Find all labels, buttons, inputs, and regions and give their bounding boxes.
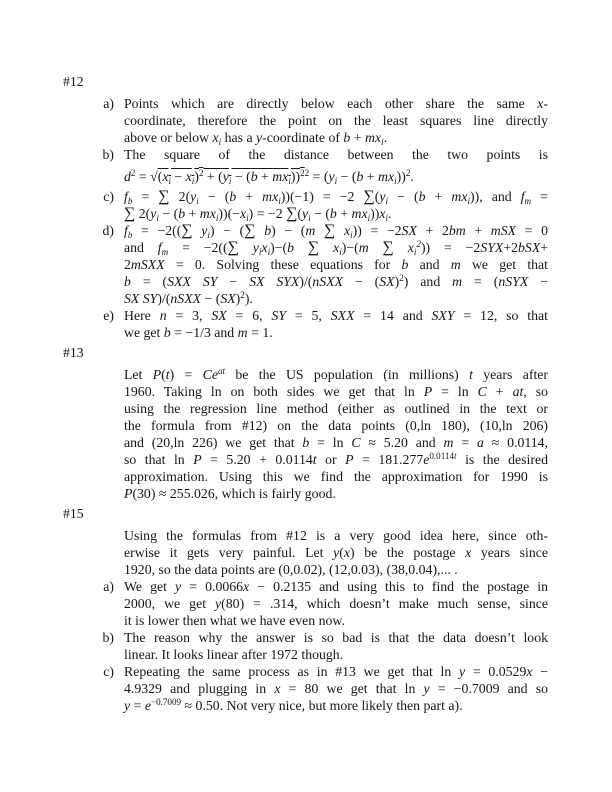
text-line: 4.9329 and plugging in x = 80 we get that ln y = −0.7009 and so: [124, 681, 548, 696]
text-line: approximation. Using this we find the approximation for 1990 is: [124, 469, 548, 484]
solution-item: [63, 629, 548, 663]
solution-item: [63, 307, 548, 341]
text-line: erwise it gets very painful. Let y(x) be the postage x years since: [124, 545, 548, 560]
text-line: ∑ $2(y_i - (b + mx_i))(-x_i) = -2$ $\sum(y_i - (b + mx_i))x_i$.: [124, 205, 392, 223]
text-line: coordinate, therefore the point on the least squares line directly: [124, 113, 548, 128]
text-line: so that ln P = 5.20 + 0.0114t or $P = 181.277e^{0.0114t}$ is the desired: [124, 451, 548, 467]
summation-sign: ∑: [307, 239, 320, 256]
item-body: [124, 188, 548, 222]
sqrt-radical-sign: √: [150, 169, 158, 184]
item-body: [124, 527, 548, 578]
item-label: a): [103, 579, 114, 594]
solution-item: [63, 663, 548, 714]
text-line: 1920, so the data points are (0,0.02), (12,0.03), (38,0.04),... .: [124, 562, 458, 577]
item-label: b): [102, 630, 114, 645]
text-line: $d^2 = √(x_i - x_i)^2 + (y_i - (b + mx_i))^{22} = (y_i - (b + mx_i))^2$.: [124, 168, 414, 186]
text-line: and (20,ln 226) we get that b = ln C ≈ 5.20 and m = a ≈ 0.0114,: [124, 435, 548, 450]
text-line: linear. It looks linear after 1972 though.: [124, 647, 344, 662]
summation-sign: ∑: [124, 205, 136, 222]
item-label: [63, 527, 114, 578]
solution-item: [63, 578, 548, 629]
summation-sign: ∑: [158, 188, 170, 205]
text-line: above or below $x_i$ has a y-coordinate of $b + mx_i$.: [124, 130, 388, 147]
item-body: [124, 307, 548, 341]
item-body: [124, 95, 548, 146]
text-line: Repeating the same process as in #13 we get that ln y = 0.0529x −: [124, 664, 548, 679]
text-line: Using the formulas from #12 is a very good idea here, since oth-: [124, 528, 548, 543]
summation-sign: ∑: [323, 222, 336, 239]
text-line: 2mSXX = 0. Solving these equations for b and m we get that: [124, 257, 549, 272]
item-label: b): [102, 147, 114, 162]
summation-sign: ∑: [382, 239, 394, 256]
section-number: #13: [63, 345, 84, 360]
summation-sign: ∑: [244, 222, 256, 239]
solution-item: [63, 188, 548, 222]
item-label: c): [103, 189, 114, 204]
solution-item: [63, 222, 548, 307]
text-line: the formula from #12) on the data points (0,ln 180), (10,ln 206): [124, 418, 548, 433]
solution-item: [63, 146, 548, 188]
item-body: [124, 146, 548, 188]
text-line: it is lower then what we have even now.: [124, 613, 345, 628]
text-line: Points which are directly below each other share the same x-: [124, 96, 548, 111]
text-line: and $f_m = -2((\sum$ $y_ix_i)-(b$ ∑ $x_i)-(m$ ∑ $x_i^2)) = -2SYX+2bSX+$: [124, 239, 549, 257]
item-label: e): [103, 308, 114, 323]
item-label: [63, 366, 114, 502]
text-line: Here n = 3, SX = 6, SY = 5, SXX = 14 and SXY = 12, so that: [124, 308, 548, 323]
text-line: $f_b = -2((\sum$ $y_i$) − (∑ b) − (m ∑ $x_i)) = -2SX + 2bm$ + mSX = 0: [124, 222, 549, 240]
summation-sign: ∑: [363, 188, 375, 205]
text-line: We get y = 0.0066x − 0.2135 and using this to find the postage in: [124, 579, 549, 594]
item-label: a): [103, 96, 114, 111]
item-label: d): [102, 223, 114, 238]
text-line: we get b = −1/3 and m = 1.: [124, 325, 273, 340]
item-body: [124, 578, 548, 629]
solution-item: [63, 527, 548, 578]
text-line: $y = e^{-0.7009} \approx 0.50$. Not very nice, but more likely then part a).: [124, 697, 463, 713]
text-line: P(30) ≈ 255.026, which is fairly good.: [124, 486, 336, 501]
solution-item: [63, 95, 548, 146]
text-line: 1960. Taking ln on both sides we get that ln P = ln C + at, so: [124, 384, 548, 399]
text-line: The reason why the answer is so bad is that the data doesn’t look: [124, 630, 548, 645]
summation-sign: ∑: [227, 239, 239, 256]
text-line: The square of the distance between the two points is: [124, 147, 548, 162]
section: [63, 344, 548, 502]
section: [63, 505, 548, 714]
text-line: b = (SXX SY − SX SYX)/(nSXX − (SX)$^2$) and m = (nSYX −: [124, 273, 548, 289]
item-body: [124, 629, 548, 663]
text-line: $f_b$ = ∑ $2(y_i - (b + mx_i))(-1) = -2$ $\sum(y_i - (b + mx_i))$, and $f_m$ =: [124, 188, 548, 206]
text-line: SX SY)/(nSXX − (SX)$^2$).: [124, 290, 253, 306]
summation-sign: ∑: [286, 205, 298, 222]
solution-item: [63, 366, 548, 502]
text-line: 2000, we get y(80) = .314, which doesn’t make much sense, since: [124, 596, 548, 611]
section: [63, 73, 548, 341]
summation-sign: ∑: [181, 222, 193, 239]
document-content: [63, 73, 548, 714]
item-body: [124, 222, 548, 307]
text-line: using the regression line method (either as outlined in the text or: [124, 401, 548, 416]
section-number: #12: [63, 74, 84, 89]
section-number: #15: [63, 506, 84, 521]
text-line: Let $P(t) = Ce^{at}$ be the US population (in millions) t years after: [124, 366, 549, 382]
item-body: [124, 663, 548, 714]
item-label: c): [103, 664, 114, 679]
item-body: [124, 366, 548, 502]
